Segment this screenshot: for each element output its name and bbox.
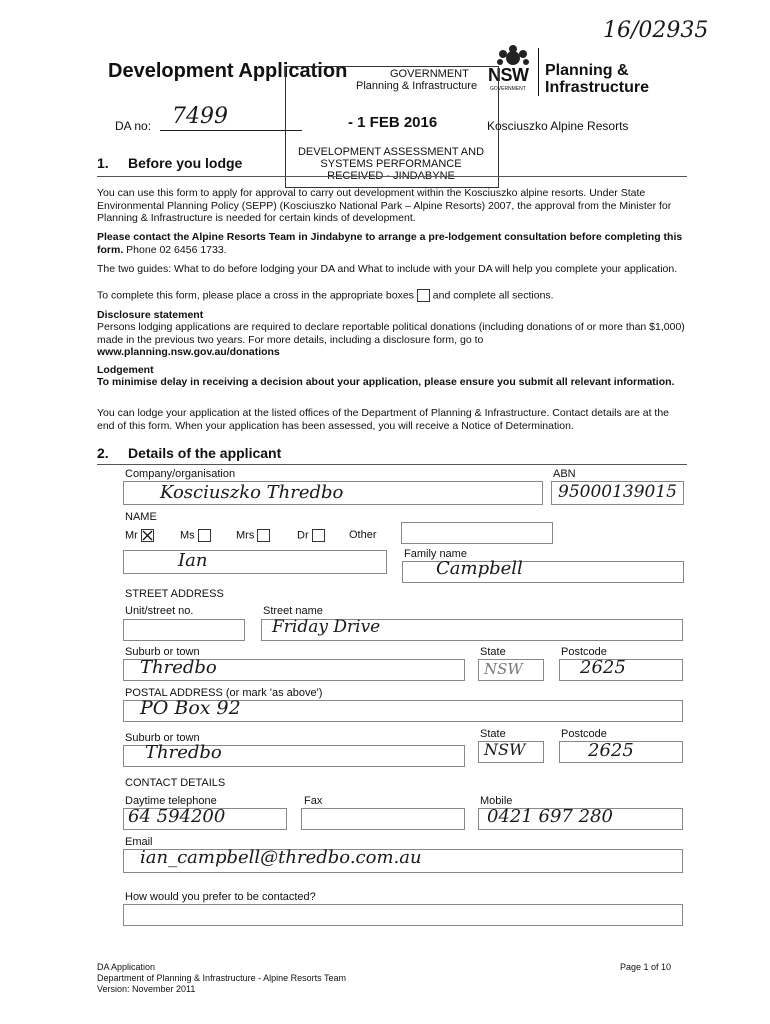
postal-value: PO Box 92 xyxy=(140,697,241,719)
lodgement-bold: To minimise delay in receiving a decision about your application, please ensure you submit all relevant information. xyxy=(97,376,675,388)
example-checkbox xyxy=(417,289,430,302)
section-1-title: Before you lodge xyxy=(128,155,243,171)
intro-paragraph: You can use this form to apply for approval to carry out development within the Kosciuszko alpine resorts. Under State Environmental Planning Policy (SEPP) (Kosciuszko National Park – Alpine Resorts) 2007, the approval from the Minister for Planning & Infrastructure is needed for certain kinds of development. xyxy=(97,187,672,224)
title-other-label: Other xyxy=(349,529,377,541)
footer-line-2: Department of Planning & Infrastructure - Alpine Resorts Team xyxy=(97,973,346,983)
name-label: NAME xyxy=(125,511,157,523)
stamp-line-2: SYSTEMS PERFORMANCE xyxy=(320,158,462,170)
disclosure-body: Persons lodging applications are required to declare reportable political donations (including donations of or more than $1,000) made in the previous two years. For more details, including a disclosure form, go to xyxy=(97,321,685,346)
footer-line-3: Version: November 2011 xyxy=(97,984,196,994)
section-1-number: 1. xyxy=(97,155,109,171)
logo-line-1: Planning & xyxy=(545,62,629,79)
state-label: State xyxy=(480,646,506,658)
contact-phone: Phone 02 6456 1733. xyxy=(126,243,227,256)
postal-address-heading: POSTAL ADDRESS (or mark 'as above') xyxy=(125,687,323,699)
logo-line-2: Infrastructure xyxy=(545,79,650,96)
da-label: DA no: xyxy=(115,119,152,133)
phone-value: 64 594200 xyxy=(128,806,226,827)
family-name-value: Campbell xyxy=(436,558,523,579)
stamp-gov: GOVERNMENT xyxy=(390,68,469,80)
donations-link[interactable]: www.planning.nsw.gov.au/donations xyxy=(97,346,280,358)
abn-value: 95000139015 xyxy=(558,482,677,502)
instructions-a: To complete this form, please place a cross in the appropriate boxes xyxy=(97,289,414,302)
guides-paragraph: The two guides: What to do before lodging your DA and What to include with your DA will help you complete your application. xyxy=(97,263,678,275)
given-name-field[interactable] xyxy=(123,550,387,574)
lodgement-heading: Lodgement xyxy=(97,364,154,376)
suburb-2-value: Thredbo xyxy=(145,742,222,763)
title-ms-label: Ms xyxy=(180,529,195,542)
instructions-b: and complete all sections. xyxy=(432,289,554,302)
file-number: 16/02935 xyxy=(603,18,709,43)
suburb-label: Suburb or town xyxy=(125,646,200,658)
suburb-2-label: Suburb or town xyxy=(125,732,200,744)
title-dr-label: Dr xyxy=(297,529,309,542)
stamp-dept: Planning & Infrastructure xyxy=(356,80,478,92)
stamp-line-3: RECEIVED - JINDABYNE xyxy=(327,170,455,182)
footer xyxy=(97,962,346,995)
street-value: Friday Drive xyxy=(272,617,381,637)
email-value: ian_campbell@thredbo.com.au xyxy=(140,847,422,868)
postcode-2-label: Postcode xyxy=(561,728,607,740)
cross-mark-icon xyxy=(142,530,153,541)
title-ms-checkbox[interactable] xyxy=(198,529,211,542)
contact-preference-label: How would you prefer to be contacted? xyxy=(125,891,316,903)
dept-logo xyxy=(545,62,649,96)
contact-details-heading: CONTACT DETAILS xyxy=(125,777,226,789)
section-1-rule xyxy=(97,176,687,177)
title-mrs-label: Mrs xyxy=(236,529,255,542)
postcode-value: 2625 xyxy=(580,657,626,678)
state-value: NSW xyxy=(484,660,523,678)
title-dr-checkbox[interactable] xyxy=(312,529,325,542)
footer-line-1: DA Application xyxy=(97,962,156,972)
state-2-value: NSW xyxy=(484,740,526,759)
given-name-value: Ian xyxy=(178,550,208,571)
title-other-field[interactable] xyxy=(401,522,553,544)
suburb-value: Thredbo xyxy=(140,657,217,678)
location-label: Kosciuszko Alpine Resorts xyxy=(487,119,629,133)
logo-divider xyxy=(538,48,539,96)
stamp-line-1: DEVELOPMENT ASSESSMENT AND xyxy=(297,146,485,158)
street-label: Street name xyxy=(263,605,323,617)
nsw-logo: NSW xyxy=(488,65,529,85)
fax-field[interactable] xyxy=(301,808,465,830)
street-address-heading: STREET ADDRESS xyxy=(125,588,224,600)
postcode-2-value: 2625 xyxy=(588,740,634,761)
title-mr-checkbox[interactable] xyxy=(141,529,154,542)
lodgement-body: You can lodge your application at the listed offices of the Department of Planning & Infrastructure. Contact details are at the end of this form. When your application has been assessed, you will receive a Notice of Determination. xyxy=(97,407,670,432)
contact-bold: Please contact the Alpine Resorts Team in Jindabyne to arrange a pre-lodgement consultation before completing this form. xyxy=(97,231,683,256)
instructions-line xyxy=(97,289,685,302)
contact-preference-field[interactable] xyxy=(123,904,683,926)
unit-label: Unit/street no. xyxy=(125,605,194,617)
title-dr[interactable] xyxy=(297,529,325,542)
section-2-title: Details of the applicant xyxy=(128,445,282,461)
page-number: Page 1 of 10 xyxy=(620,962,672,972)
stamp-date: - 1 FEB 2016 xyxy=(348,114,438,131)
postcode-label: Postcode xyxy=(561,646,607,658)
section-2-number: 2. xyxy=(97,445,109,461)
page-title: Development Application xyxy=(108,60,348,82)
state-2-label: State xyxy=(480,728,506,740)
section-2-rule xyxy=(97,464,687,465)
company-value: Kosciuszko Thredbo xyxy=(160,482,344,503)
nsw-logo-sub: GOVERNMENT xyxy=(490,86,526,92)
title-mrs-checkbox[interactable] xyxy=(257,529,270,542)
unit-field[interactable] xyxy=(123,619,245,641)
family-name-label: Family name xyxy=(404,548,467,560)
title-mrs[interactable] xyxy=(236,529,270,542)
title-ms[interactable] xyxy=(180,529,211,542)
fax-label: Fax xyxy=(304,795,323,807)
mobile-label: Mobile xyxy=(480,795,513,807)
da-line xyxy=(160,130,302,131)
da-number[interactable]: 7499 xyxy=(172,104,228,129)
phone-label: Daytime telephone xyxy=(125,795,217,807)
mobile-value: 0421 697 280 xyxy=(487,806,613,827)
title-mr[interactable] xyxy=(125,529,154,542)
disclosure-heading: Disclosure statement xyxy=(97,309,204,321)
abn-label: ABN xyxy=(553,468,576,480)
company-label: Company/organisation xyxy=(125,468,236,480)
contact-paragraph xyxy=(97,231,685,256)
title-mr-label: Mr xyxy=(125,529,138,542)
email-label: Email xyxy=(125,836,153,848)
